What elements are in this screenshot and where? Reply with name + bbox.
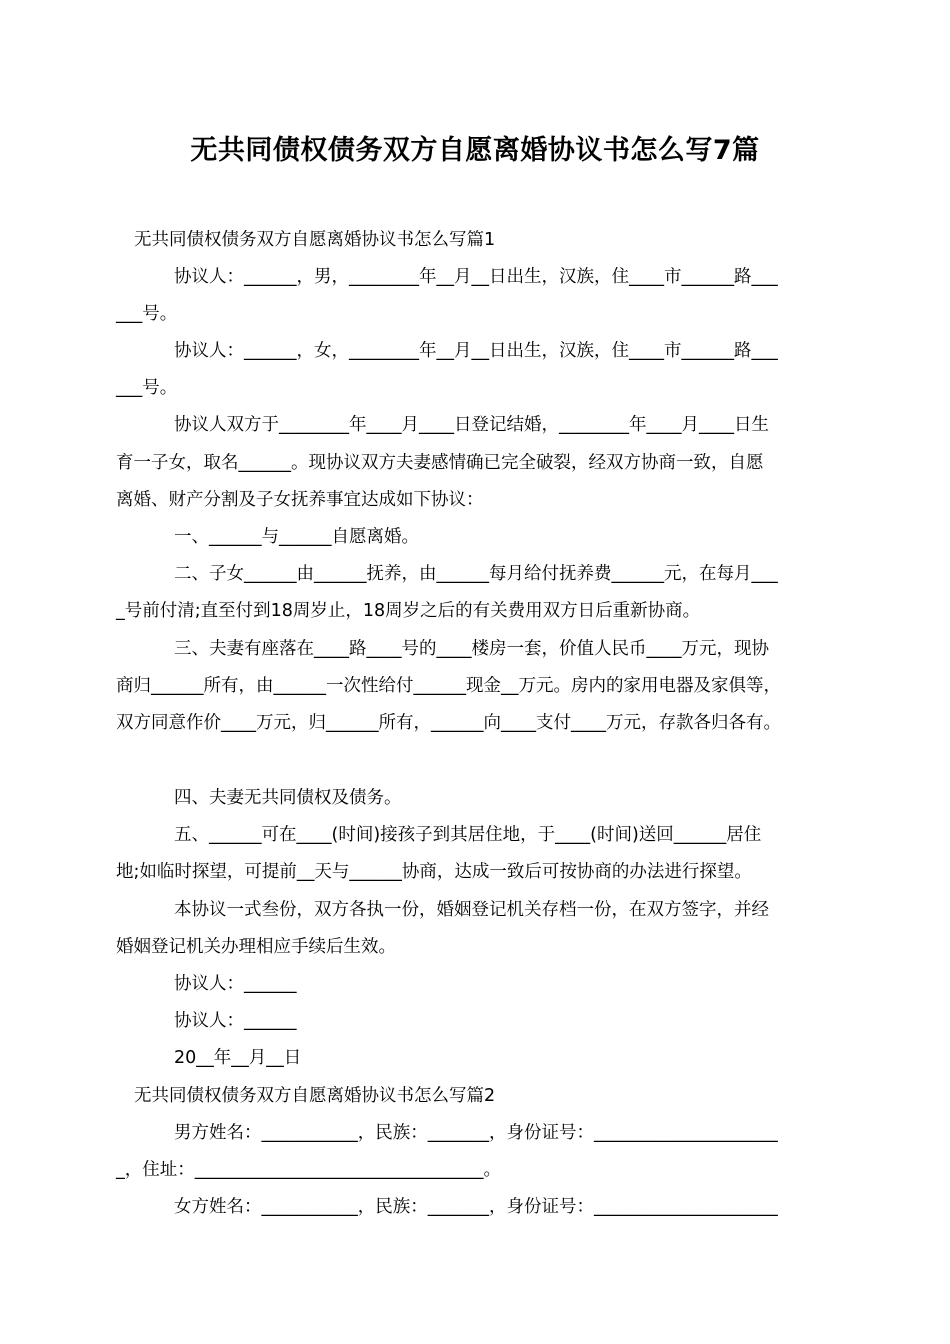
paragraph-line: ___号。 (116, 378, 178, 398)
section-heading-1: 无共同债权债务双方自愿离婚协议书怎么写篇1 (134, 230, 496, 250)
paragraph-line: 离婚、财产分割及子女抚养事宜达成如下协议： (116, 490, 484, 510)
paragraph-line: 本协议一式叁份，双方各执一份，婚姻登记机关存档一份，在双方签字，并经 (174, 900, 769, 920)
paragraph-line: 育一子女，取名______。现协议双方夫妻感情确已完全破裂，经双方协商一致，自愿 (116, 453, 764, 473)
paragraph-line: 协议人：______，男，________年__月__日出生，汉族，住____市______路___ (174, 267, 778, 287)
document-title: 无共同债权债务双方自愿离婚协议书怎么写7篇 (190, 135, 760, 166)
paragraph-line: 五、______可在____(时间)接孩子到其居住地，于____(时间)送回______居住 (174, 825, 762, 845)
paragraph-line: _，住址：_________________________________。 (116, 1160, 501, 1180)
paragraph-line: 协议人：______，女，________年__月__日出生，汉族，住____市______路___ (174, 341, 778, 361)
section-heading-2: 无共同债权债务双方自愿离婚协议书怎么写篇2 (134, 1086, 496, 1106)
paragraph-line: ___号。 (116, 304, 178, 324)
signature-line: 协议人：______ (174, 1011, 297, 1031)
paragraph-line: 二、子女______由______抚养，由______每月给付抚养费______元，在每月___ (174, 564, 778, 584)
paragraph-line: 一、______与______自愿离婚。 (174, 527, 419, 547)
paragraph-line: 四、夫妻无共同债权及债务。 (174, 788, 402, 808)
paragraph-line: 商归______所有，由______一次性给付______现金__万元。房内的家用电器及家俱等， (116, 676, 781, 696)
paragraph-line: _号前付清;直至付到18周岁止，18周岁之后的有关费用双方日后重新协商。 (116, 601, 701, 621)
paragraph-line: 男方姓名：___________，民族：_______，身份证号：_____________________ (174, 1123, 778, 1143)
paragraph-line: 婚姻登记机关办理相应手续后生效。 (116, 937, 396, 957)
paragraph-line: 双方同意作价____万元，归______所有，______向____支付____万元，存款各归各有。 (116, 713, 781, 733)
signature-line: 协议人：______ (174, 974, 297, 994)
paragraph-line: 女方姓名：___________，民族：_______，身份证号：_____________________ (174, 1197, 778, 1217)
paragraph-line: 地;如临时探望，可提前__天与______协商，达成一致后可按协商的办法进行探望。 (116, 862, 752, 882)
date-line: 20__年__月__日 (174, 1048, 302, 1068)
paragraph-line: 三、夫妻有座落在____路____号的____楼房一套，价值人民币____万元，现协 (174, 639, 769, 659)
paragraph-line: 协议人双方于________年____月____日登记结婚，________年____月____日生 (174, 415, 769, 435)
